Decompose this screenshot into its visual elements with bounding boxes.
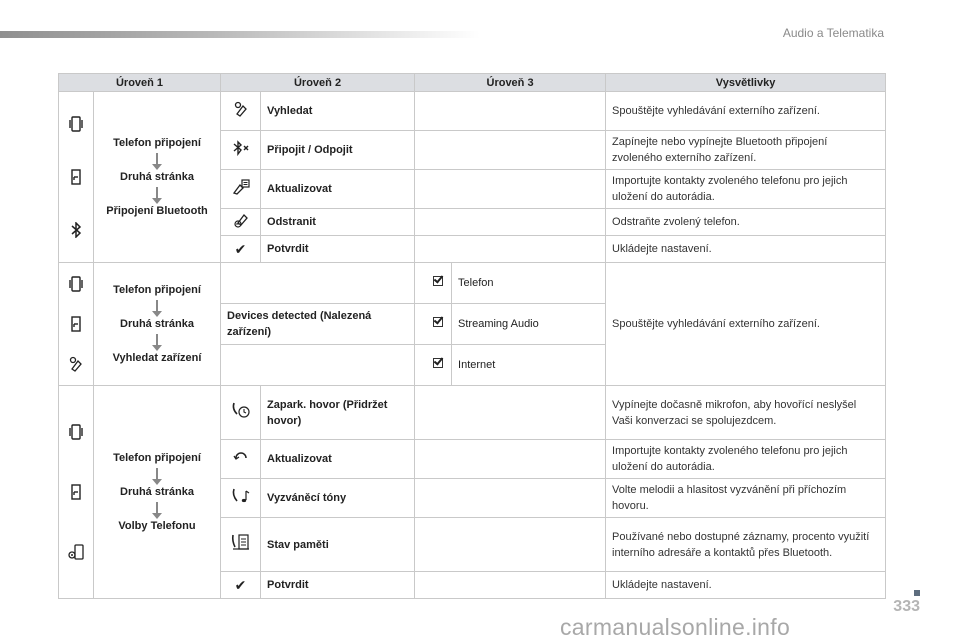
level3-empty: [415, 440, 606, 479]
page-number: 333: [893, 598, 920, 615]
level3-empty: [415, 236, 606, 263]
level1-item: Telefon připojení: [113, 137, 201, 149]
down-arrow-icon: [156, 468, 158, 480]
description: Importujte kontakty zvoleného telefonu pro jejich uložení do autorádia.: [606, 440, 886, 479]
level1-item: Volby Telefonu: [118, 520, 196, 532]
page-icon: [69, 169, 83, 185]
level2-icon-cell: [221, 92, 261, 131]
memory-icon: [231, 533, 251, 551]
description: Spouštějte vyhledávání externího zařízení.: [606, 263, 886, 386]
description: Vypínejte dočasně mikrofon, aby hovořící neslyšel Vaši konverzaci se spolujezdcem.: [606, 386, 886, 440]
description: Volte melodii a hlasitost vyzvánění při příchozím hovoru.: [606, 479, 886, 518]
level3-empty: [415, 92, 606, 131]
page-icon: [69, 316, 83, 332]
level3-label: Internet: [452, 345, 606, 386]
phone-menu-icon: [69, 116, 83, 132]
level1-path-cell: [94, 92, 221, 263]
table-row: [59, 263, 886, 304]
refresh-icon: [233, 449, 249, 465]
contacts-update-icon: [232, 179, 250, 195]
level3-empty: [415, 170, 606, 209]
level2-icon-cell: [221, 479, 261, 518]
level3-checkbox-cell: [415, 304, 452, 345]
level2-label: Vyzváněcí tóny: [261, 479, 415, 518]
description: Ukládejte nastavení.: [606, 236, 886, 263]
level2-icon-cell: [221, 386, 261, 440]
level3-checkbox-cell: [415, 345, 452, 386]
page-marker: [914, 590, 920, 596]
phone-menu-icon: [69, 424, 83, 440]
search-device-icon: [68, 356, 84, 372]
section-title: Audio a Telematika: [782, 26, 884, 40]
checkbox-icon: [433, 317, 443, 327]
level1-icons-cell: [59, 263, 94, 386]
description: Odstraňte zvolený telefon.: [606, 209, 886, 236]
col-header-level2: Úroveň 2: [221, 74, 415, 92]
remove-phone-icon: [233, 212, 249, 228]
level2-label: Zapark. hovor (Přidržet hovor): [261, 386, 415, 440]
level3-empty: [415, 572, 606, 599]
page-icon: [69, 484, 83, 500]
down-arrow-icon: [156, 153, 158, 165]
level3-empty: [415, 209, 606, 236]
check-icon: ✔: [221, 236, 261, 263]
level2-label: Aktualizovat: [261, 440, 415, 479]
down-arrow-icon: [156, 502, 158, 514]
description: Importujte kontakty zvoleného telefonu pro jejich uložení do autorádia.: [606, 170, 886, 209]
level2-label: Devices detected (Nalezená zařízení): [221, 304, 415, 345]
level2-label: Aktualizovat: [261, 170, 415, 209]
menu-table: [58, 73, 886, 599]
level2-label: Odstranit: [261, 209, 415, 236]
description: Ukládejte nastavení.: [606, 572, 886, 599]
level2-label: Potvrdit: [261, 236, 415, 263]
description: Používané nebo dostupné záznamy, procento využití interního adresáře a kontaktů přes Bluetooth.: [606, 518, 886, 572]
level2-label: Připojit / Odpojit: [261, 131, 415, 170]
level1-item: Druhá stránka: [120, 171, 194, 183]
checkbox-icon: [433, 358, 443, 368]
down-arrow-icon: [156, 334, 158, 346]
level2-label: Stav paměti: [261, 518, 415, 572]
level2-empty: [221, 263, 415, 304]
level3-empty: [415, 386, 606, 440]
level2-label: Potvrdit: [261, 572, 415, 599]
level1-item: Vyhledat zařízení: [112, 352, 202, 364]
level1-icons-cell: [59, 386, 94, 599]
level3-empty: [415, 518, 606, 572]
level2-empty: [221, 345, 415, 386]
col-header-level3: Úroveň 3: [415, 74, 606, 92]
level3-checkbox-cell: [415, 263, 452, 304]
level1-item: Telefon připojení: [113, 284, 201, 296]
level2-icon-cell: [221, 131, 261, 170]
down-arrow-icon: [156, 300, 158, 312]
level2-icon-cell: [221, 209, 261, 236]
search-device-icon: [233, 101, 249, 117]
level1-icons-cell: [59, 92, 94, 263]
table-row: [59, 92, 886, 131]
level1-path-cell: [94, 263, 221, 386]
level1-item: Druhá stránka: [120, 318, 194, 330]
table-header-row: [59, 74, 886, 92]
ringtone-icon: [231, 487, 251, 505]
level1-path-cell: [94, 386, 221, 599]
level2-label: Vyhledat: [261, 92, 415, 131]
level1-item: Připojení Bluetooth: [106, 205, 208, 217]
watermark-text: carmanualsonline.info: [560, 614, 791, 640]
col-header-notes: Vysvětlivky: [606, 74, 886, 92]
bluetooth-connect-icon: [232, 140, 250, 156]
level2-icon-cell: [221, 440, 261, 479]
description: Spouštějte vyhledávání externího zařízení.: [606, 92, 886, 131]
description: Zapínejte nebo vypínejte Bluetooth připojení zvoleného externího zařízení.: [606, 131, 886, 170]
check-icon: ✔: [221, 572, 261, 599]
level1-item: Druhá stránka: [120, 486, 194, 498]
level3-empty: [415, 131, 606, 170]
phone-settings-icon: [67, 544, 85, 560]
level2-icon-cell: [221, 170, 261, 209]
bluetooth-icon: [70, 222, 82, 238]
level3-label: Telefon: [452, 263, 606, 304]
call-hold-icon: [231, 401, 251, 419]
table-row: [59, 386, 886, 440]
level2-icon-cell: [221, 518, 261, 572]
checkbox-icon: [433, 276, 443, 286]
col-header-level1: Úroveň 1: [59, 74, 221, 92]
phone-menu-icon: [69, 276, 83, 292]
down-arrow-icon: [156, 187, 158, 199]
level3-label: Streaming Audio: [452, 304, 606, 345]
level1-item: Telefon připojení: [113, 452, 201, 464]
header-gradient-bar: [0, 31, 480, 38]
level3-empty: [415, 479, 606, 518]
